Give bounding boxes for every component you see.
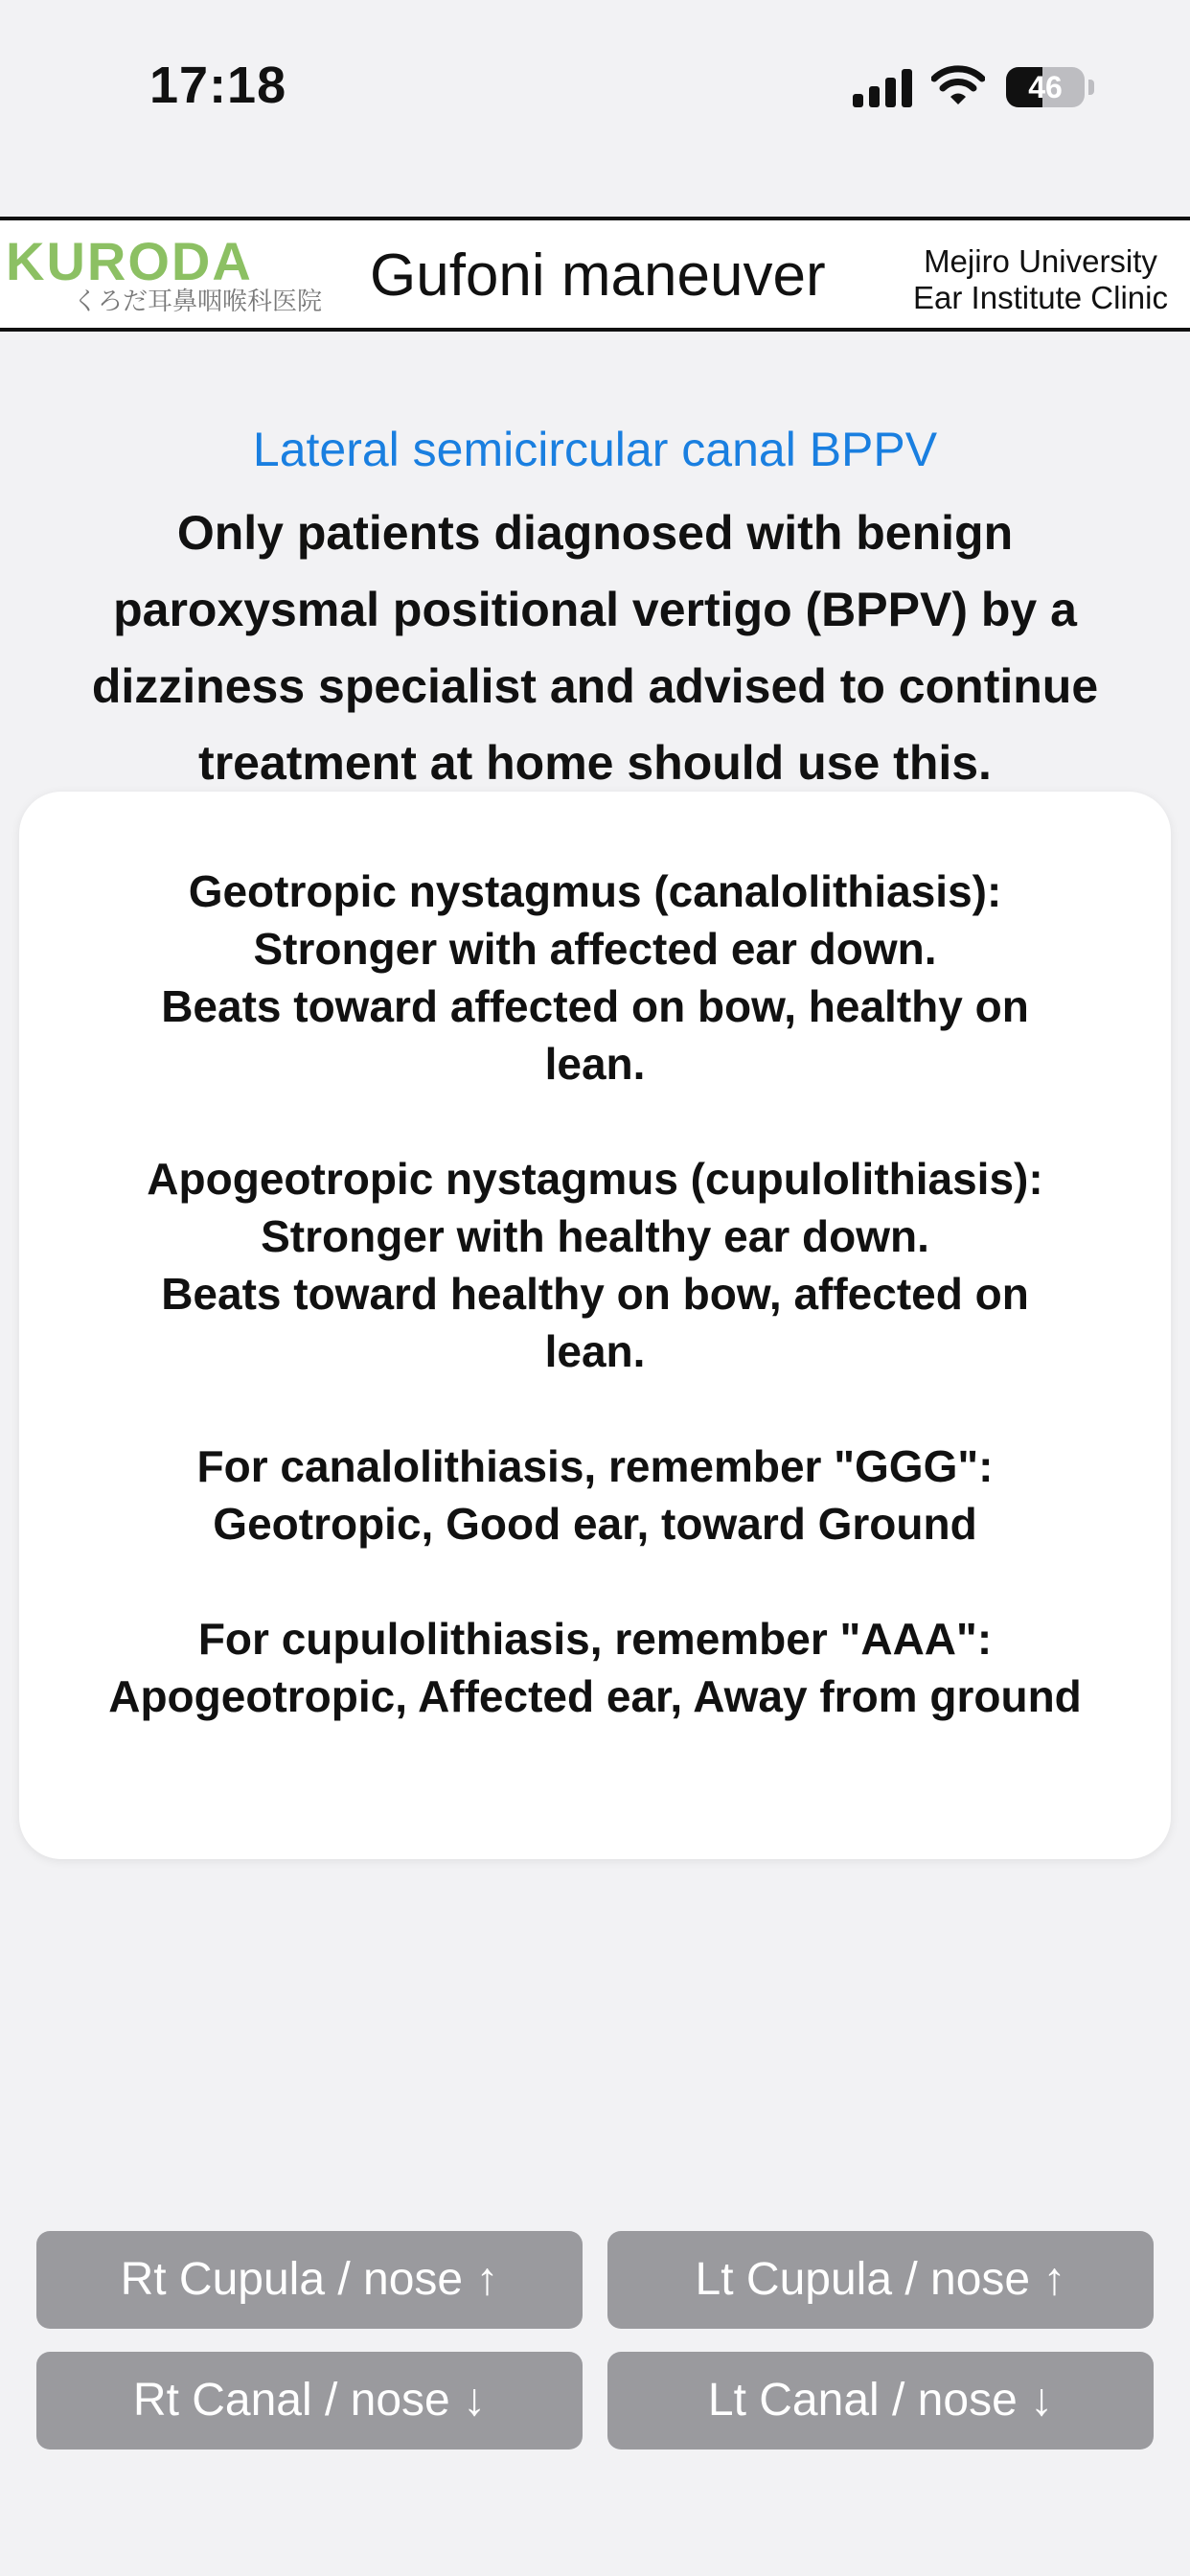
aaa-mnemonic-block [105, 1610, 1085, 1725]
status-bar [0, 0, 1190, 153]
institution-name [897, 243, 1184, 316]
ggg-mnemonic-block [105, 1438, 1085, 1552]
aaa-line-2: Apogeotropic, Affected ear, Away from ground [108, 1671, 1082, 1721]
logo-japanese-text: くろだ耳鼻咽喉科医院 [73, 287, 323, 315]
lt-cupula-button[interactable]: Lt Cupula / nose ↑ [607, 2231, 1154, 2329]
ggg-line-2: Geotropic, Good ear, toward Ground [213, 1499, 977, 1549]
battery-icon [1006, 67, 1085, 107]
rt-canal-button[interactable]: Rt Canal / nose ↓ [36, 2352, 583, 2450]
geotropic-line-2: Stronger with affected ear down. [253, 924, 937, 974]
ggg-heading: For canalolithiasis, remember "GGG": [196, 1441, 994, 1491]
wifi-icon [931, 63, 985, 107]
section-subtitle: Lateral semicircular canal BPPV [252, 423, 938, 476]
clinic-logo [6, 231, 332, 315]
usage-warning: Only patients diagnosed with benign paroxysmal positional vertigo (BPPV) by a dizziness specialist and advised to continue treatment at home should use this. [91, 506, 1099, 790]
rt-cupula-button[interactable]: Rt Cupula / nose ↑ [36, 2231, 583, 2329]
institution-line-1: Mejiro University [924, 243, 1157, 279]
signal-icon [853, 69, 912, 107]
battery-cap [1088, 80, 1094, 95]
apogeotropic-line-2: Stronger with healthy ear down. [261, 1211, 929, 1261]
apogeotropic-heading: Apogeotropic nystagmus (cupulolithiasis): [147, 1154, 1043, 1204]
logo-latin-text: KURODA [6, 231, 253, 291]
info-card [19, 792, 1171, 1859]
header-banner [0, 217, 1190, 332]
aaa-heading: For cupulolithiasis, remember "AAA": [197, 1614, 993, 1664]
lt-canal-button[interactable]: Lt Canal / nose ↓ [607, 2352, 1154, 2450]
status-time: 17:18 [149, 57, 287, 114]
page-title: Gufoni maneuver [370, 242, 826, 309]
geotropic-heading: Geotropic nystagmus (canalolithiasis): [188, 866, 1002, 916]
geotropic-block [105, 862, 1085, 1092]
battery-level: 46 [1028, 70, 1063, 104]
apogeotropic-block [105, 1150, 1085, 1380]
institution-line-2: Ear Institute Clinic [913, 280, 1168, 315]
geotropic-line-3: Beats toward affected on bow, healthy on lean. [161, 981, 1029, 1089]
apogeotropic-line-3: Beats toward healthy on bow, affected on lean. [161, 1269, 1029, 1376]
